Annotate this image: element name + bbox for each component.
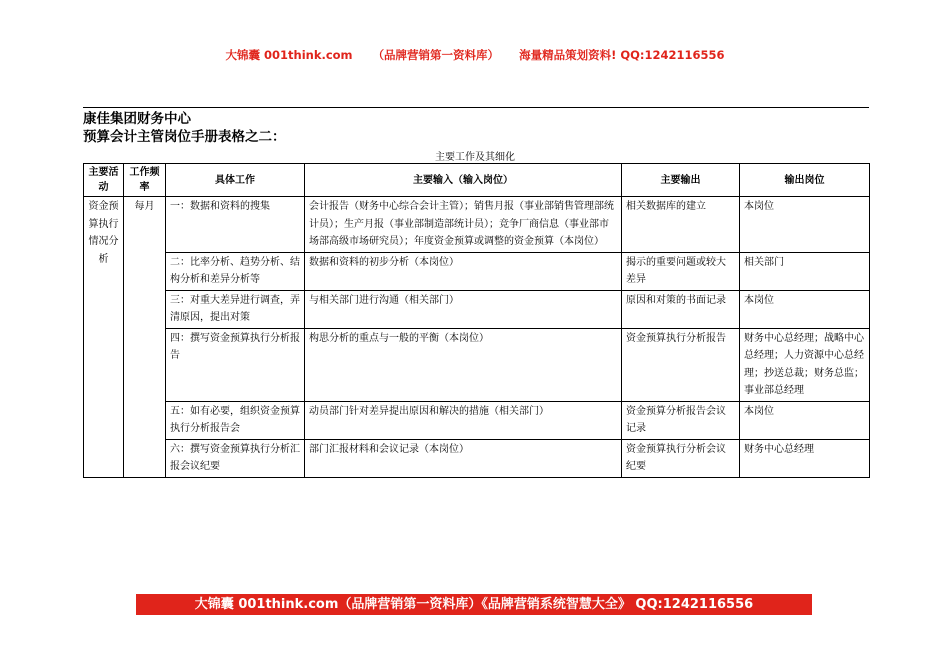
output-cell: 原因和对策的书面记录 (622, 290, 740, 328)
header-activity: 主要活动 (84, 164, 124, 197)
output-cell: 资金预算执行分析会议纪要 (622, 439, 740, 477)
activity-cell: 资金预算执行情况分析 (84, 197, 124, 478)
output-cell: 揭示的重要问题或较大差异 (622, 252, 740, 290)
document-title: 预算会计主管岗位手册表格之二： (83, 129, 286, 145)
organization-name: 康佳集团财务中心 (83, 111, 191, 127)
footer-banner: 大锦囊 001think.com（品牌营销第一资料库）《品牌营销系统智慧大全》 QQ:1242116556 (136, 594, 812, 615)
task-cell: 二：比率分析、趋势分析、结构分析和差异分析等 (166, 252, 305, 290)
frequency-cell: 每月 (124, 197, 166, 478)
task-cell: 五：如有必要，组织资金预算执行分析报告会 (166, 401, 305, 439)
header-banner (0, 47, 950, 63)
output-cell: 资金预算执行分析报告 (622, 328, 740, 401)
input-cell: 与相关部门进行沟通（相关部门） (305, 290, 622, 328)
task-cell: 三：对重大差异进行调查，弄清原因，提出对策 (166, 290, 305, 328)
output-post-cell: 财务中心总经理；战略中心总经理；人力资源中心总经理；抄送总裁；财务总监；事业部总经理 (740, 328, 870, 401)
table-row (84, 252, 870, 290)
table-row (84, 401, 870, 439)
header-task: 具体工作 (166, 164, 305, 197)
header-frequency: 工作频率 (124, 164, 166, 197)
input-cell: 部门汇报材料和会议记录（本岗位） (305, 439, 622, 477)
header-promo: 海量精品策划资料! QQ:1242116556 (519, 48, 725, 62)
task-cell: 六：撰写资金预算执行分析汇报会议纪要 (166, 439, 305, 477)
table-caption: 主要工作及其细化 (435, 152, 515, 163)
table-row (84, 439, 870, 477)
output-post-cell: 本岗位 (740, 401, 870, 439)
task-cell: 四：撰写资金预算执行分析报告 (166, 328, 305, 401)
table-row (84, 328, 870, 401)
task-cell: 一：数据和资料的搜集 (166, 197, 305, 253)
input-cell: 构思分析的重点与一般的平衡（本岗位） (305, 328, 622, 401)
header-output-post: 输出岗位 (740, 164, 870, 197)
work-breakdown-table (83, 163, 870, 478)
header-tagline: （品牌营销第一资料库） (372, 48, 500, 62)
input-cell: 会计报告（财务中心综合会计主管）；销售月报（事业部销售管理部统计员）；生产月报（事业部制造部统计员）；竞争厂商信息（事业部市场部高级市场研究员）；年度资金预算或调整的资金预算（本岗位） (305, 197, 622, 253)
header-divider (83, 107, 869, 108)
output-post-cell: 本岗位 (740, 290, 870, 328)
table-header-row (84, 164, 870, 197)
output-post-cell: 财务中心总经理 (740, 439, 870, 477)
output-cell: 资金预算分析报告会议记录 (622, 401, 740, 439)
header-brand: 大锦囊 001think.com (225, 48, 353, 62)
header-output: 主要输出 (622, 164, 740, 197)
header-input: 主要输入（输入岗位） (305, 164, 622, 197)
input-cell: 动员部门针对差异提出原因和解决的措施（相关部门） (305, 401, 622, 439)
input-cell: 数据和资料的初步分析（本岗位） (305, 252, 622, 290)
output-cell: 相关数据库的建立 (622, 197, 740, 253)
table-row (84, 290, 870, 328)
table-row (84, 197, 870, 253)
output-post-cell: 本岗位 (740, 197, 870, 253)
output-post-cell: 相关部门 (740, 252, 870, 290)
